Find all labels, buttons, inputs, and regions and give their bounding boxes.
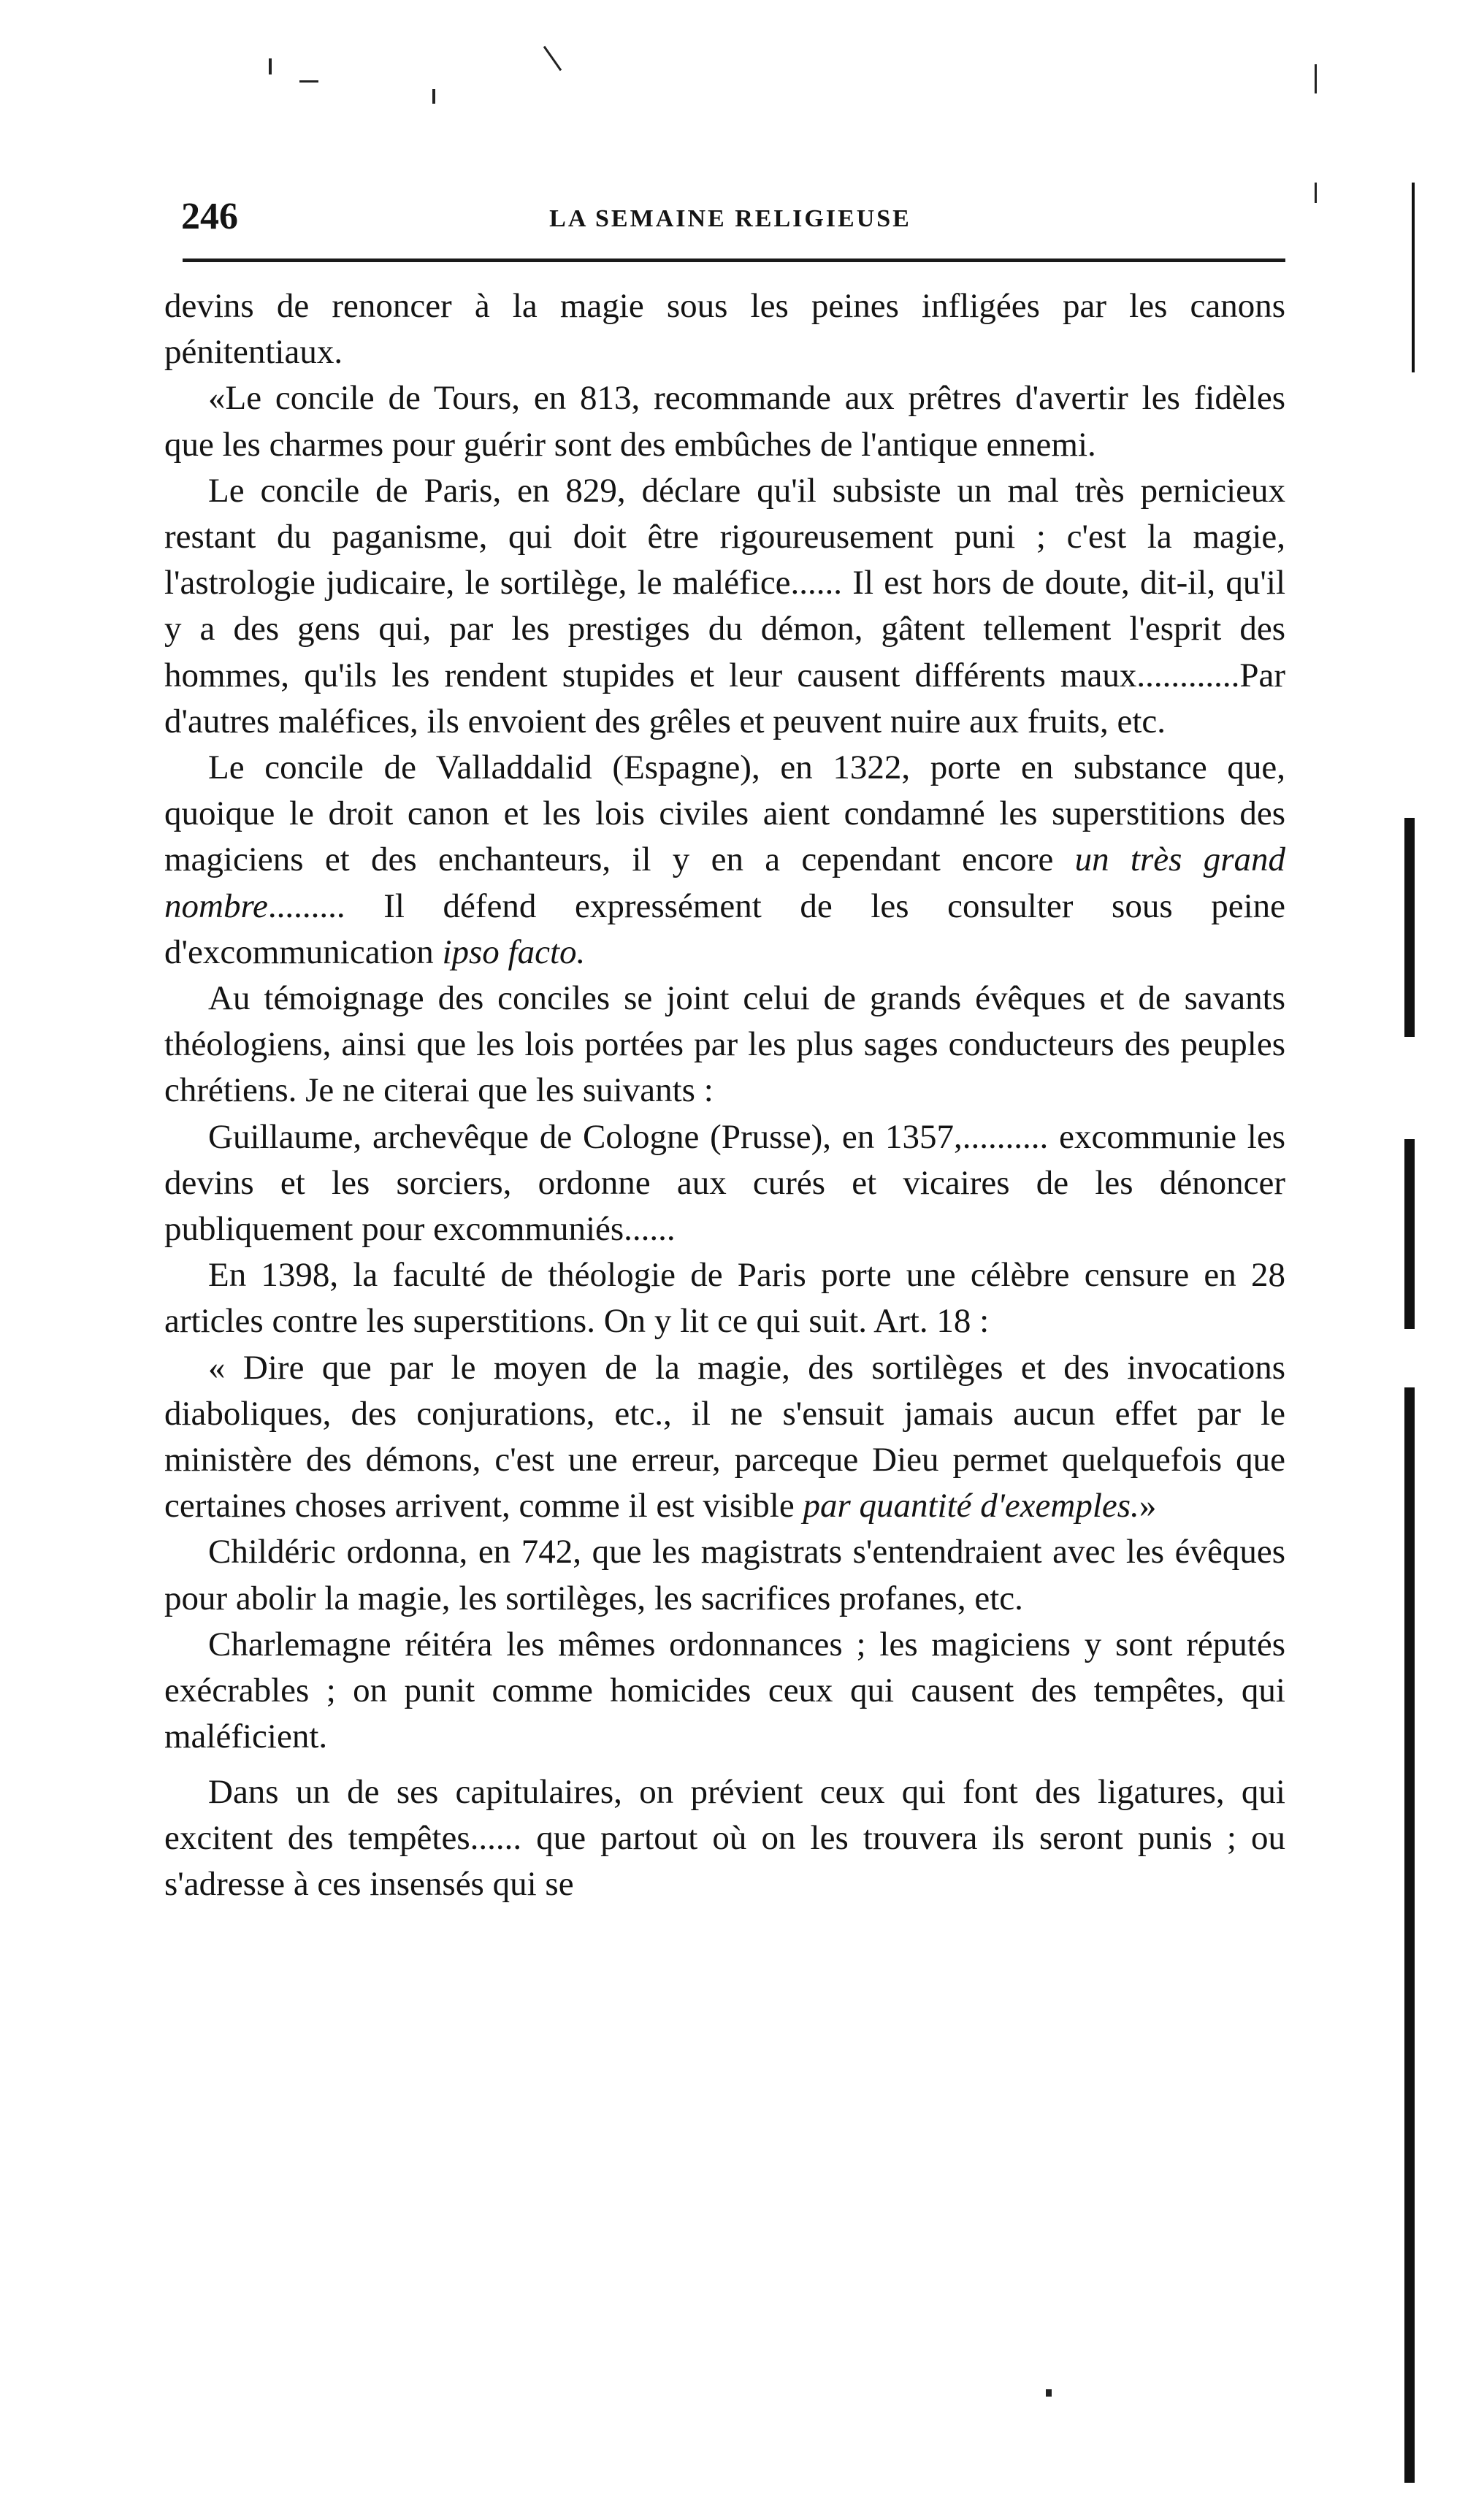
paragraph [164, 1114, 1285, 1253]
paragraph [164, 1529, 1285, 1621]
scan-speck [1315, 183, 1317, 203]
text-run: Charlemagne réitéra les mêmes ordonnances ; les magiciens y sont réputés exécrables ; on punit comme homicides ceux qui causent des tempêtes, qui maléficient. [164, 1625, 1285, 1756]
scan-speck [299, 80, 318, 83]
italic-text: un très grand nombre [164, 840, 1285, 925]
scan-speck [432, 89, 435, 104]
text-run: «Le concile de Tours, en 813, recommande aux prêtres d'avertir les fidèles que les charmes pour guérir sont des embûches de l'antique ennemi. [164, 379, 1285, 464]
text-run: devins de renoncer à la magie sous les peines infligées par les canons pénitentiaux. [164, 287, 1285, 372]
italic-text: ipso facto. [442, 932, 586, 971]
text-run: Au témoignage des conciles se joint celui de grands évêques et de savants théologiens, ainsi que les lois portées par les plus sages conducteurs des peuples chrétiens. Je ne citerai que les suivants : [164, 979, 1285, 1110]
text-run: Dans un de ses capitulaires, on prévient ceux qui font des ligatures, qui excitent des tempêtes...... que partout où on les trouvera ils seront punis ; ou s'adresse à ces insensés qui se [164, 1772, 1285, 1903]
body-text [164, 283, 1285, 1907]
scan-speck [269, 58, 272, 74]
scan-speck [1046, 2389, 1052, 2397]
text-run: Childéric ordonna, en 742, que les magistrats s'entendraient avec les évêques pour abolir la magie, les sortilèges, les sacrifices profanes, etc. [164, 1533, 1285, 1617]
paragraph [164, 283, 1285, 375]
text-run: Le concile de Paris, en 829, déclare qu'il subsiste un mal très pernicieux restant du paganisme, qui doit être rigoureusement puni ; c'est la magie, l'astrologie judicaire, le sortilège, le maléfice...... Il est hors de doute, dit-il, qu'il y a des gens qui, par les prestiges du démon, gâtent tellement l'esprit des hommes, qu'ils les rendent stupides et leur causent différents maux............Par d'autres maléfices, ils envoient des grêles et peuvent nuire aux fruits, etc. [164, 471, 1285, 740]
text-run: » [1139, 1487, 1157, 1525]
paragraph [164, 1252, 1285, 1344]
text-run: Guillaume, archevêque de Cologne (Prusse), en 1357,.......... excommunie les devins et les sorciers, ordonne aux curés et vicaires de les dénoncer publiquement pour excommuniés...... [164, 1117, 1285, 1249]
page-number: 246 [181, 196, 238, 237]
text-run: ......... Il défend expressément de les consulter sous peine d'excommunication [164, 886, 1285, 971]
italic-text: par quantité d'exemples. [803, 1487, 1139, 1525]
paragraph [164, 1345, 1285, 1530]
paragraph [164, 745, 1285, 976]
header-rule [183, 258, 1285, 262]
running-title: LA SEMAINE RELIGIEUSE [549, 205, 911, 232]
paragraph [164, 1769, 1285, 1908]
paragraph [164, 1622, 1285, 1761]
text-run: En 1398, la faculté de théologie de Paris porte une célèbre censure en 28 articles contre les superstitions. On y lit ce qui suit. Art. 18 : [164, 1256, 1285, 1341]
text-run: « Dire que par le moyen de la magie, des sortilèges et des invocations diaboliques, des conjurations, etc., il ne s'ensuit jamais aucun effet par le ministère des démons, c'est une erreur, parceque Dieu permet quelquefois que certaines choses arrivent, comme il est visible [164, 1348, 1285, 1525]
paragraph [164, 375, 1285, 467]
scanned-page-edge [1391, 0, 1420, 2520]
scan-speck [543, 46, 562, 71]
text-run: Le concile de Valladdalid (Espagne), en 1322, porte en substance que, quoique le droit canon et les lois civiles aient condamné les superstitions des magiciens et des enchanteurs, il y en a cependant encore [164, 748, 1285, 879]
paragraph [164, 976, 1285, 1114]
scan-speck [1315, 64, 1317, 93]
page-header [175, 191, 1285, 242]
paragraph [164, 468, 1285, 745]
